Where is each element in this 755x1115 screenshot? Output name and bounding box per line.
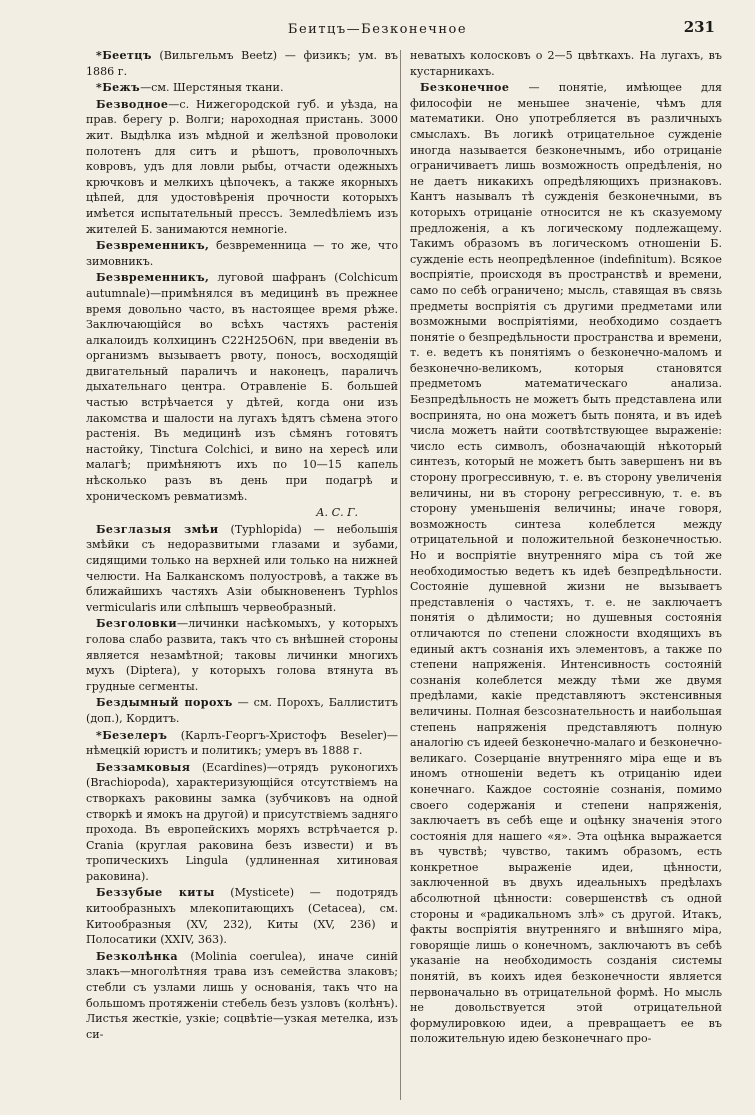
entry-text: безвременница — то же, что зимовникъ.: [86, 239, 398, 268]
headword: *Безелеръ: [96, 728, 168, 742]
entry-text: (Карлъ-Георгъ-Христофъ Beseler)—нѣмецкій юристъ и политикъ; умеръ въ 1888 г.: [86, 728, 398, 758]
entry: [86, 760, 398, 885]
entry: [86, 885, 398, 947]
headword: Безголовки: [96, 617, 177, 631]
entry-text: (Вильгельмъ Beetz) — физикъ; ум. въ 1886 г.: [86, 49, 398, 78]
running-head: Беитцъ—Безконечное: [287, 22, 468, 37]
headword: Бездымный порохъ: [96, 696, 233, 710]
entry: [86, 238, 398, 269]
page-number: 231: [683, 18, 715, 36]
entry-text: (Mysticete) — подотрядъ китообразныхъ млекопитающихъ (Cetacea), см. Китообразныя (XV, 232), Киты (XV, 236) и Полосатики (XXIV, 363).: [86, 886, 398, 947]
entry-text: (Ecardines)—отрядъ руконогихъ (Brachiopoda), характеризующійся отсутствіемъ на створкахъ раковины замка (зубчиковъ на одной створкѣ и ямокъ на другой) и присутствіемъ задняго прохода. Въ европейскихъ моряхъ встрѣчается р. Crania (круглая раковина безъ извести) и въ тропическихъ Lingula (удлиненная хитиновая раковина).: [86, 760, 398, 883]
entry-text: — см. Порохъ, Баллиститъ (доп.), Кордитъ.: [86, 696, 398, 725]
entry: [86, 48, 398, 79]
entry: [86, 616, 398, 694]
left-column: [86, 48, 398, 1042]
headword: Беззубые киты: [96, 886, 215, 900]
headword: Безколѣнка: [96, 949, 178, 963]
headword: *Беетцъ: [96, 49, 152, 62]
entry: [86, 522, 398, 616]
headword: Безвременникъ,: [96, 239, 210, 253]
entry-text: (Molinia coerulea), иначе синій злакъ—многолѣтняя трава изъ семейства злаковъ; стебли съ узлами лишь у основанія, такъ что на большомъ протяженіи стебель безъ узловъ (колѣнъ). Листья жесткіе, узкіе; соцвѣтіе—узкая метелка, изъ си-: [86, 949, 398, 1041]
entry-continuation: неватыхъ колосковъ о 2—5 цвѣткахъ. На лугахъ, въ кустарникахъ.: [410, 49, 722, 78]
headword: Безвременникъ,: [96, 271, 210, 285]
headword: Безглазыя змѣи: [96, 522, 219, 536]
entry: [410, 80, 722, 1047]
entry-text: —см. Шерстяныя ткани.: [140, 81, 284, 95]
entry: [86, 97, 398, 237]
headword: *Бежъ: [96, 81, 141, 95]
entry-text: —личинки насѣкомыхъ, у которыхъ голова слабо развита, такъ что съ внѣшней стороны является незамѣтной; таковы личинки многихъ мухъ (Diptera), у которыхъ голова втянута въ грудные сегменты.: [86, 617, 398, 693]
entry: [86, 695, 398, 726]
right-column: [410, 48, 722, 1047]
headword: Безводное: [96, 97, 169, 111]
author-signature: А. С. Г.: [316, 506, 358, 520]
entry-text: луговой шафранъ (Colchicum autumnale)—примѣнялся въ медицинѣ въ прежнее время довольно часто, въ настоящее время рѣже. Заключающійся во всѣхъ частяхъ растенія алкалоидъ колхицинъ C22H25O6N, при введеніи въ организмъ вызываетъ рвоту, поносъ, восходящій двигательный параличъ и наконецъ, параличъ дыхательнаго центра. Отравленіе Б. большей частью встрѣчается у дѣтей, когда они изъ лакомства и шалости на лугахъ ѣдятъ сѣмена этого растенія. Въ медицинѣ изъ сѣмянъ готовятъ настойку, Tinctura Colchici, и вино на хересѣ или малагѣ; примѣняютъ ихъ по 10—15 капель нѣсколько разъ въ день при подагрѣ и хроническомъ ревматизмѣ.: [86, 271, 398, 503]
entry: [86, 80, 398, 96]
entry: [86, 728, 398, 759]
entry-text: — понятіе, имѣющее для философіи не меньшее значеніе, чѣмъ для математики. Оно употребляется въ различныхъ смыслахъ. Въ логикѣ отрицательное сужденіе иногда называется безконечнымъ, ибо отрицаніе ограничиваетъ лишь возможность опредѣленія, но не даетъ никакихъ опредѣляющихъ признаковъ. Кантъ называлъ тѣ сужденія безконечными, въ которыхъ отрицаніе относится не къ сказуемому предложенія, а къ логическому подлежащему. Такимъ образомъ въ логическомъ отношеніи Б. сужденіе есть неопредѣленное (indefinitum). Всякое воспріятіе, происходя въ пространствѣ и времени, само по себѣ ограничено; мысль, ставящая въ связь предметы воспріятія съ другими предметами или возможными воспріятіями, необходимо создаетъ понятіе о безпредѣльности пространства и времени, т. е. ведетъ къ понятіямъ о безконечно-маломъ и безконечно-великомъ, которыя становятся предметомъ математическаго анализа. Безпредѣльность не можетъ быть представлена или воспринята, но она можетъ быть понята, и въ идеѣ числа можетъ найти соотвѣтствующее выраженіе: число есть символъ, обозначающій нѣкоторый синтезъ, который не можетъ быть завершенъ ни въ сторону прогрессивную, т. е. въ сторону увеличенія величины, ни въ сторону регрессивную, т. е. въ сторону уменьшенія величины; иначе говоря, возможность синтеза колеблется между отрицательной и положительной безконечностью. Но и воспріятіе внутренняго міра съ той же необходимостью ведетъ къ идеѣ безпредѣльности. Состояніе душевной жизни не вызываетъ представленія о частяхъ, т. е. не заключаетъ понятія о дѣлимости; но душевныя состоянія отличаются по степени сложности входящихъ въ единый актъ сознанія ихъ элементовъ, а также по степени напряженія. Интенсивность состояній сознанія колеблется между тѣми же двумя предѣлами, какіе представляютъ экстенсивныя величины. Полная безсознательность и наибольшая степень напряженія представляютъ полную аналогію съ идеей безконечно-малаго и безконечно-великаго. Созерцаніе внутренняго міра еще и въ иномъ отношеніи ведетъ къ отрицанію идеи конечнаго. Каждое состояніе сознанія, помимо своего содержанія и степени напряженія, заключаетъ въ себѣ еще и оцѣнку значенія этого состоянія для нашего «я». Эта оцѣнка выражается въ чувствѣ; чувство, такимъ образомъ, есть конкретное выраженіе идеи, цѣнности, заключенной въ двухъ идеальныхъ предѣлахъ абсолютной цѣнности: совершенствѣ съ одной стороны и «радикальномъ злѣ» съ другой. Итакъ, факты воспріятія внутренняго и внѣшняго міра, говорящіе лишь о конечномъ, заключаютъ въ себѣ указаніе на необходимость созданія системы понятій, въ коихъ идея безконечности является первоначально въ отрицательной формѣ. Но мысль не довольствуется этой отрицательной формулировкою идеи, а превращаетъ ее въ положительную идею безконечнаго про-: [410, 81, 722, 1046]
entry-text: (Typhlopida) — небольшія змѣйки съ недоразвитыми глазами и зубами, сидящими только на верхней или только на нижней челюсти. На Балканскомъ полуостровѣ, а также въ ближайшихъ частяхъ Азіи обыкновененъ Typhlos vermicularis или слѣпышъ червеобразный.: [86, 522, 398, 614]
entry-text: —с. Нижегородской губ. и уѣзда, на прав. берегу р. Волги; нароходная пристань. 3000 жит. Выдѣлка изъ мѣдной и желѣзной проволоки полотенъ для ситъ и рѣшотъ, проволочныхъ ковровъ, удъ для ловли рыбы, отчасти одежныхъ крючковъ и мелкихъ цѣпочекъ, а также якорныхъ цѣпей, для удостовѣренія прочности которыхъ имѣется испытательный прессъ. Землеdѣліемъ изъ жителей Б. занимаются немногіе.: [86, 97, 398, 236]
entry: [86, 270, 398, 504]
column-divider: [400, 50, 401, 1100]
headword: Безконечное: [420, 81, 510, 95]
entry: [86, 949, 398, 1043]
headword: Беззамковыя: [96, 760, 191, 774]
